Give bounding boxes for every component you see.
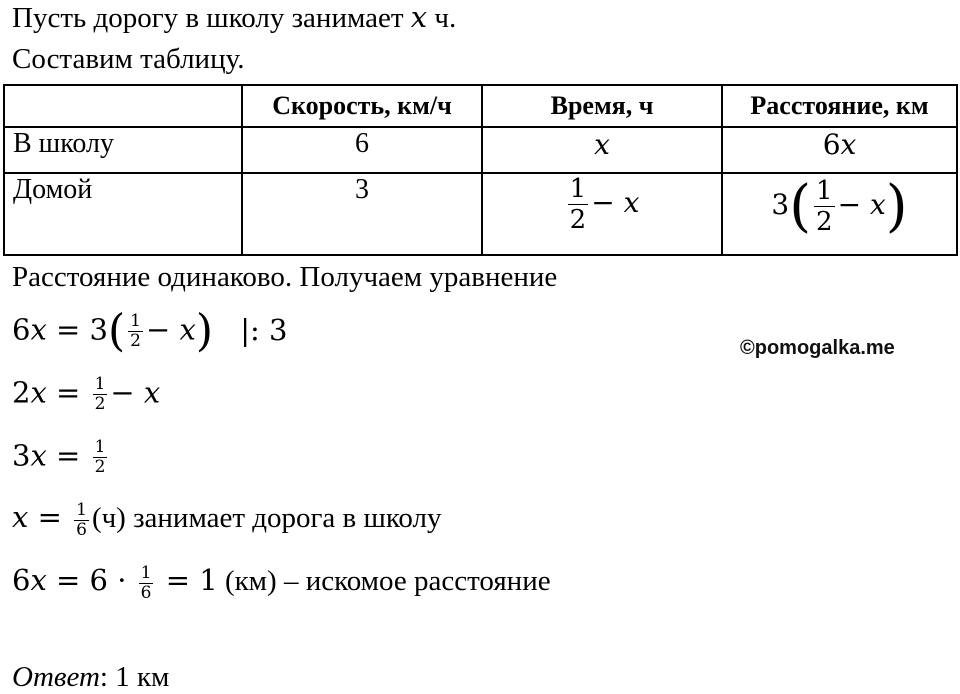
numerator: 1 xyxy=(76,499,87,520)
equation-4 xyxy=(12,500,442,540)
equation-5 xyxy=(12,563,551,603)
coef: 3 xyxy=(12,438,31,473)
denominator: 2 xyxy=(94,457,106,477)
denominator: 2 xyxy=(130,331,141,351)
cell-time: x xyxy=(482,127,722,173)
intro-unit: ч. xyxy=(427,2,457,34)
answer-label: Ответ xyxy=(12,661,100,693)
table-row xyxy=(4,127,957,173)
coef: 2 xyxy=(12,375,31,410)
denominator: 2 xyxy=(94,394,106,414)
equation-2 xyxy=(12,375,160,414)
coef: 6 xyxy=(12,312,31,347)
equals-sign: = xyxy=(46,438,90,473)
fraction xyxy=(139,564,154,603)
equation-1 xyxy=(12,305,288,357)
denominator: 2 xyxy=(816,207,833,237)
coef: 3 xyxy=(771,188,790,221)
header-distance: Расстояние, км xyxy=(722,85,957,127)
variable-x: x xyxy=(869,188,886,221)
equals-sign: = xyxy=(28,500,72,534)
cell-distance xyxy=(722,173,957,255)
numerator: 1 xyxy=(140,562,152,583)
minus-sign: − xyxy=(591,186,615,219)
equation-3 xyxy=(12,438,110,477)
fraction xyxy=(93,375,108,414)
equals-sign: = xyxy=(46,375,90,410)
denominator: 2 xyxy=(569,205,587,235)
fraction xyxy=(128,312,143,351)
right-paren: ) xyxy=(885,174,908,239)
table-header-row xyxy=(4,85,957,127)
cell-speed: 6 xyxy=(242,127,482,173)
variable-x: x xyxy=(30,438,47,473)
minus-sign: − xyxy=(146,312,171,347)
minus-sign: − xyxy=(837,188,862,221)
solution-text: Расстояние одинаково. Получаем уравнение xyxy=(12,261,558,293)
coef: 6 xyxy=(12,563,31,597)
left-paren: ( xyxy=(789,174,812,239)
header-speed: Скорость, км/ч xyxy=(242,85,482,127)
header-empty xyxy=(4,85,242,127)
fraction xyxy=(74,501,89,540)
variable-x: x xyxy=(410,0,428,34)
denominator: 6 xyxy=(76,519,87,540)
variable-x: x xyxy=(143,375,161,410)
variable-x: x xyxy=(30,563,47,597)
coef: 6 xyxy=(822,128,841,161)
variable-x: x xyxy=(30,312,47,347)
numerator: 1 xyxy=(816,176,833,206)
variable-x: x xyxy=(30,375,47,410)
result-value: 1 xyxy=(199,563,218,597)
table-row xyxy=(4,173,957,255)
watermark: ©pomogalka.me xyxy=(740,337,895,359)
variable-x: x xyxy=(179,312,196,347)
divide-note: |: 3 xyxy=(240,312,288,347)
variable-x: x xyxy=(623,186,640,219)
equation-note: (ч) занимает дорога в школу xyxy=(91,502,442,534)
right-paren: ) xyxy=(195,305,214,357)
intro-text: Пусть дорогу в школу занимает xyxy=(12,2,411,34)
equation-note: (км) – искомое расстояние xyxy=(224,565,551,597)
numerator: 1 xyxy=(94,374,106,394)
equals-sign: = xyxy=(156,563,200,597)
answer-value: : 1 км xyxy=(99,661,170,693)
row-label: Домой xyxy=(4,173,242,255)
answer-line xyxy=(12,660,169,694)
fraction xyxy=(568,174,589,235)
intro-line-1 xyxy=(12,0,456,35)
eq-mid: = 6 · xyxy=(46,563,136,597)
variable-x: x xyxy=(12,500,29,534)
left-paren: ( xyxy=(108,305,126,357)
row-label: В школу xyxy=(4,127,242,173)
minus-sign: − xyxy=(110,375,135,410)
header-time: Время, ч xyxy=(482,85,722,127)
eq-mid: = 3 xyxy=(46,312,108,347)
variable-x: x xyxy=(840,128,857,161)
fraction xyxy=(814,176,835,237)
cell-distance xyxy=(722,127,957,173)
numerator: 1 xyxy=(569,174,587,204)
data-table xyxy=(3,84,958,256)
cell-time xyxy=(482,173,722,255)
numerator: 1 xyxy=(130,311,141,331)
intro-line-2: Составим таблицу. xyxy=(12,43,245,75)
numerator: 1 xyxy=(94,437,106,457)
denominator: 6 xyxy=(140,582,152,603)
fraction xyxy=(93,438,108,477)
cell-speed: 3 xyxy=(242,173,482,255)
